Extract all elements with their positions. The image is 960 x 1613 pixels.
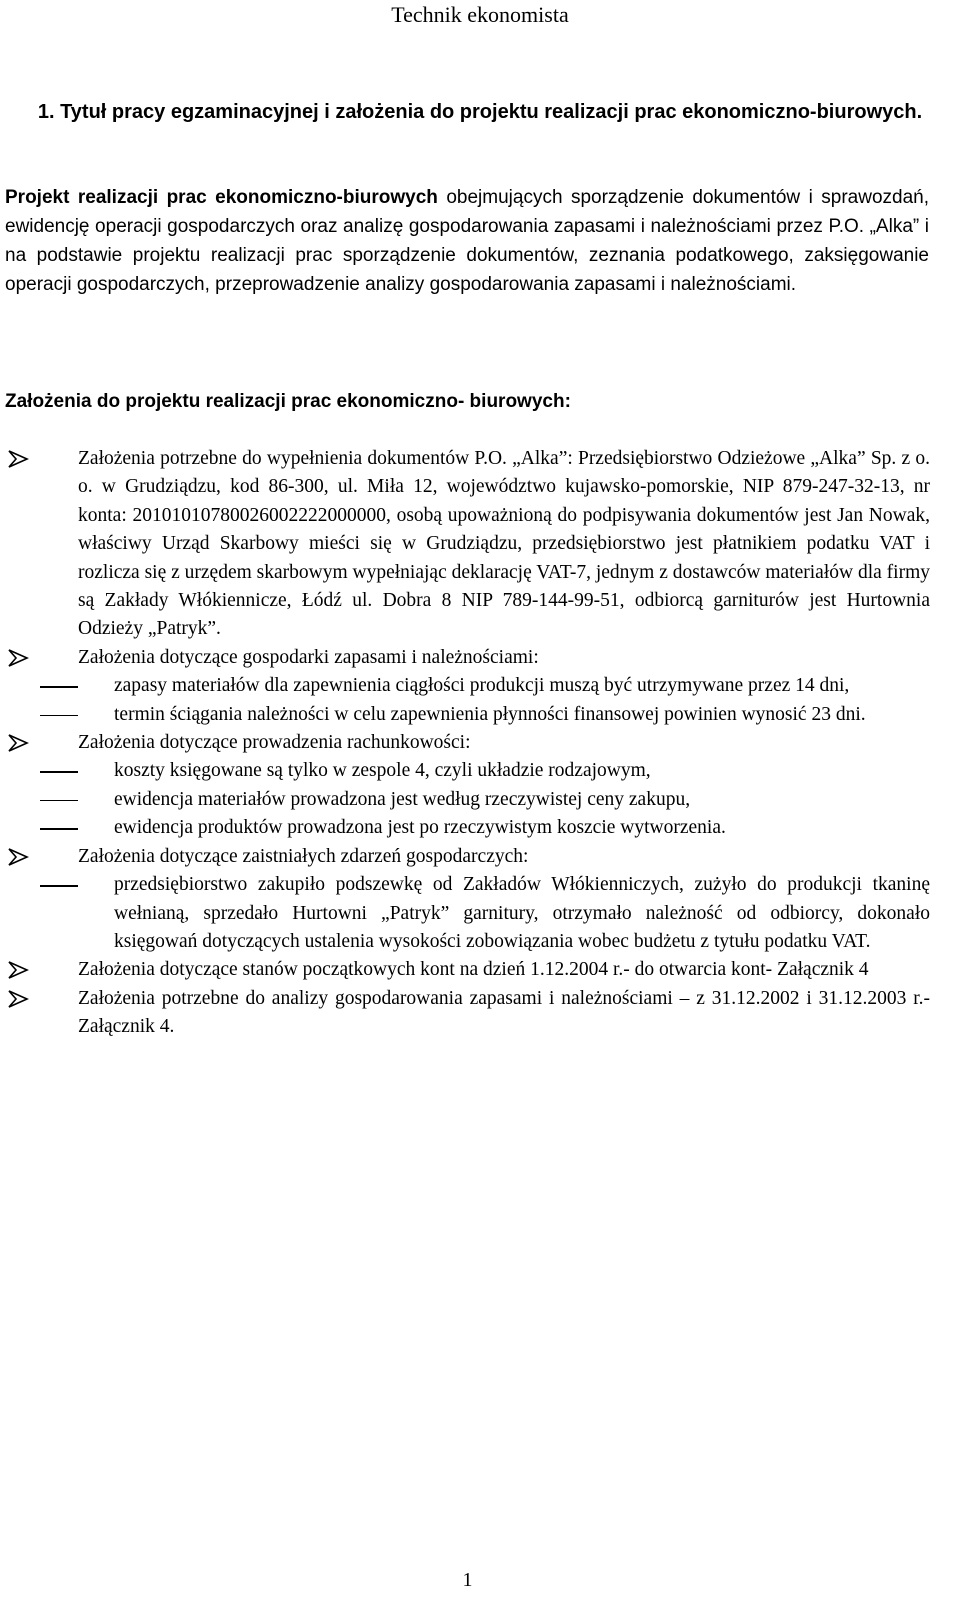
sub-list-text: zapasy materiałów dla zapewnienia ciągłości produkcji muszą być utrzymywane przez 14 dni, [114,675,850,697]
dash-bullet-icon [40,686,78,688]
intro-text: obejmujących sporządzenie dokumentów i sprawozdań, ewidencję operacji gospodarczych oraz analizę gospodarowania zapasami i należnościami przez P.O. „Alka” i na podstawie projektu realizacji prac sporządzenie dokumentów, zeznania podatkowego, zaksięgowanie operacji gospodarczych, przeprowadzenie analizy gospodarowania zapasami i należnościami. [5,187,929,295]
sub-list-item [78,786,930,814]
assumption-text: Założenia potrzebne do wypełnienia dokumentów P.O. „Alka”: Przedsiębiorstwo Odzieżowe „Alka” Sp. z o. o. w Grudziądzu, kod 86-300, ul. Miła 12, województwo kujawsko-pomorskie, NIP 879-247-32-13, nr konta: 20101010780026002222000000, osobą upoważnioną do podpisywania dokumentów jest Jan Nowak, właściwy Urząd Skarbowy mieści się w Grudziądzu, przedsiębiorstwo jest płatnikiem podatku VAT i rozlicza się z urzędem skarbowym wypełniając deklarację VAT-7, jednym z dostawców materiałów dla firmy są Zakłady Włókiennicze, Łódź ul. Dobra 8 NIP 789-144-99-51, odbiorcą garniturów jest Hurtownia Odzieży „Patryk”. [78,448,930,640]
sub-list-text: koszty księgowane są tylko w zespole 4, czyli układzie rodzajowym, [114,760,651,782]
arrowhead-bullet-icon [7,847,29,867]
dash-bullet-icon [40,885,78,887]
section-heading: 1. Tytuł pracy egzaminacyjnej i założenia do projektu realizacji prac ekonomiczno-biurowych. [37,101,923,123]
arrowhead-bullet-icon [7,960,29,980]
assumptions-list [5,445,930,1042]
assumption-item [5,985,930,1042]
assumption-item [5,445,930,644]
arrowhead-bullet-icon [7,449,29,469]
dash-bullet-icon [40,828,78,830]
sub-list-item [78,701,930,729]
sub-list [78,871,930,956]
page-number: 1 [462,1569,473,1591]
intro-bold-lead: Projekt realizacji prac ekonomiczno-biurowych [5,187,438,208]
sub-list-text: ewidencja produktów prowadzona jest po rzeczywistym koszcie wytworzenia. [114,817,726,839]
dash-bullet-icon [40,771,78,773]
assumption-text: Założenia potrzebne do analizy gospodarowania zapasami i należnościami – z 31.12.2002 i 31.12.2003 r.- Załącznik 4. [78,987,930,1038]
sub-list [78,672,930,729]
sub-list-item [78,757,930,785]
assumption-item [5,729,930,843]
assumption-item [5,956,930,984]
assumption-text: Założenia dotyczące gospodarki zapasami i należnościami: [78,646,539,668]
sub-list-item [78,814,930,842]
arrowhead-bullet-icon [7,648,29,668]
dash-bullet-icon [40,715,78,717]
arrowhead-bullet-icon [7,733,29,753]
assumptions-heading: Założenia do projektu realizacji prac ekonomiczno- biurowych: [5,391,571,412]
intro-paragraph [5,183,929,299]
assumption-text: Założenia dotyczące prowadzenia rachunkowości: [78,732,471,754]
assumption-item [5,644,930,729]
dash-bullet-icon [40,800,78,802]
sub-list-text: termin ściągania należności w celu zapewnienia płynności finansowej powinien wynosić 23 dni. [114,703,866,725]
sub-list-item [78,871,930,956]
sub-list-text: przedsiębiorstwo zakupiło podszewkę od Zakładów Włókienniczych, zużyło do produkcji tkaninę wełnianą, sprzedało Hurtowni „Patryk” garnitury, otrzymało należność od odbiorcy, dokonało księgowań dotyczących ustalenia wysokości zobowiązania wobec budżetu z tytułu podatku VAT. [114,874,930,952]
arrowhead-bullet-icon [7,989,29,1009]
sub-list-text: ewidencja materiałów prowadzona jest według rzeczywistej ceny zakupu, [114,788,691,810]
page-header: Technik ekonomista [391,2,569,27]
assumption-text: Założenia dotyczące stanów początkowych kont na dzień 1.12.2004 r.- do otwarcia kont- Załącznik 4 [78,959,869,981]
sub-list-item [78,672,930,700]
sub-list [78,757,930,842]
assumption-item [5,843,930,957]
assumption-text: Założenia dotyczące zaistniałych zdarzeń gospodarczych: [78,845,529,867]
